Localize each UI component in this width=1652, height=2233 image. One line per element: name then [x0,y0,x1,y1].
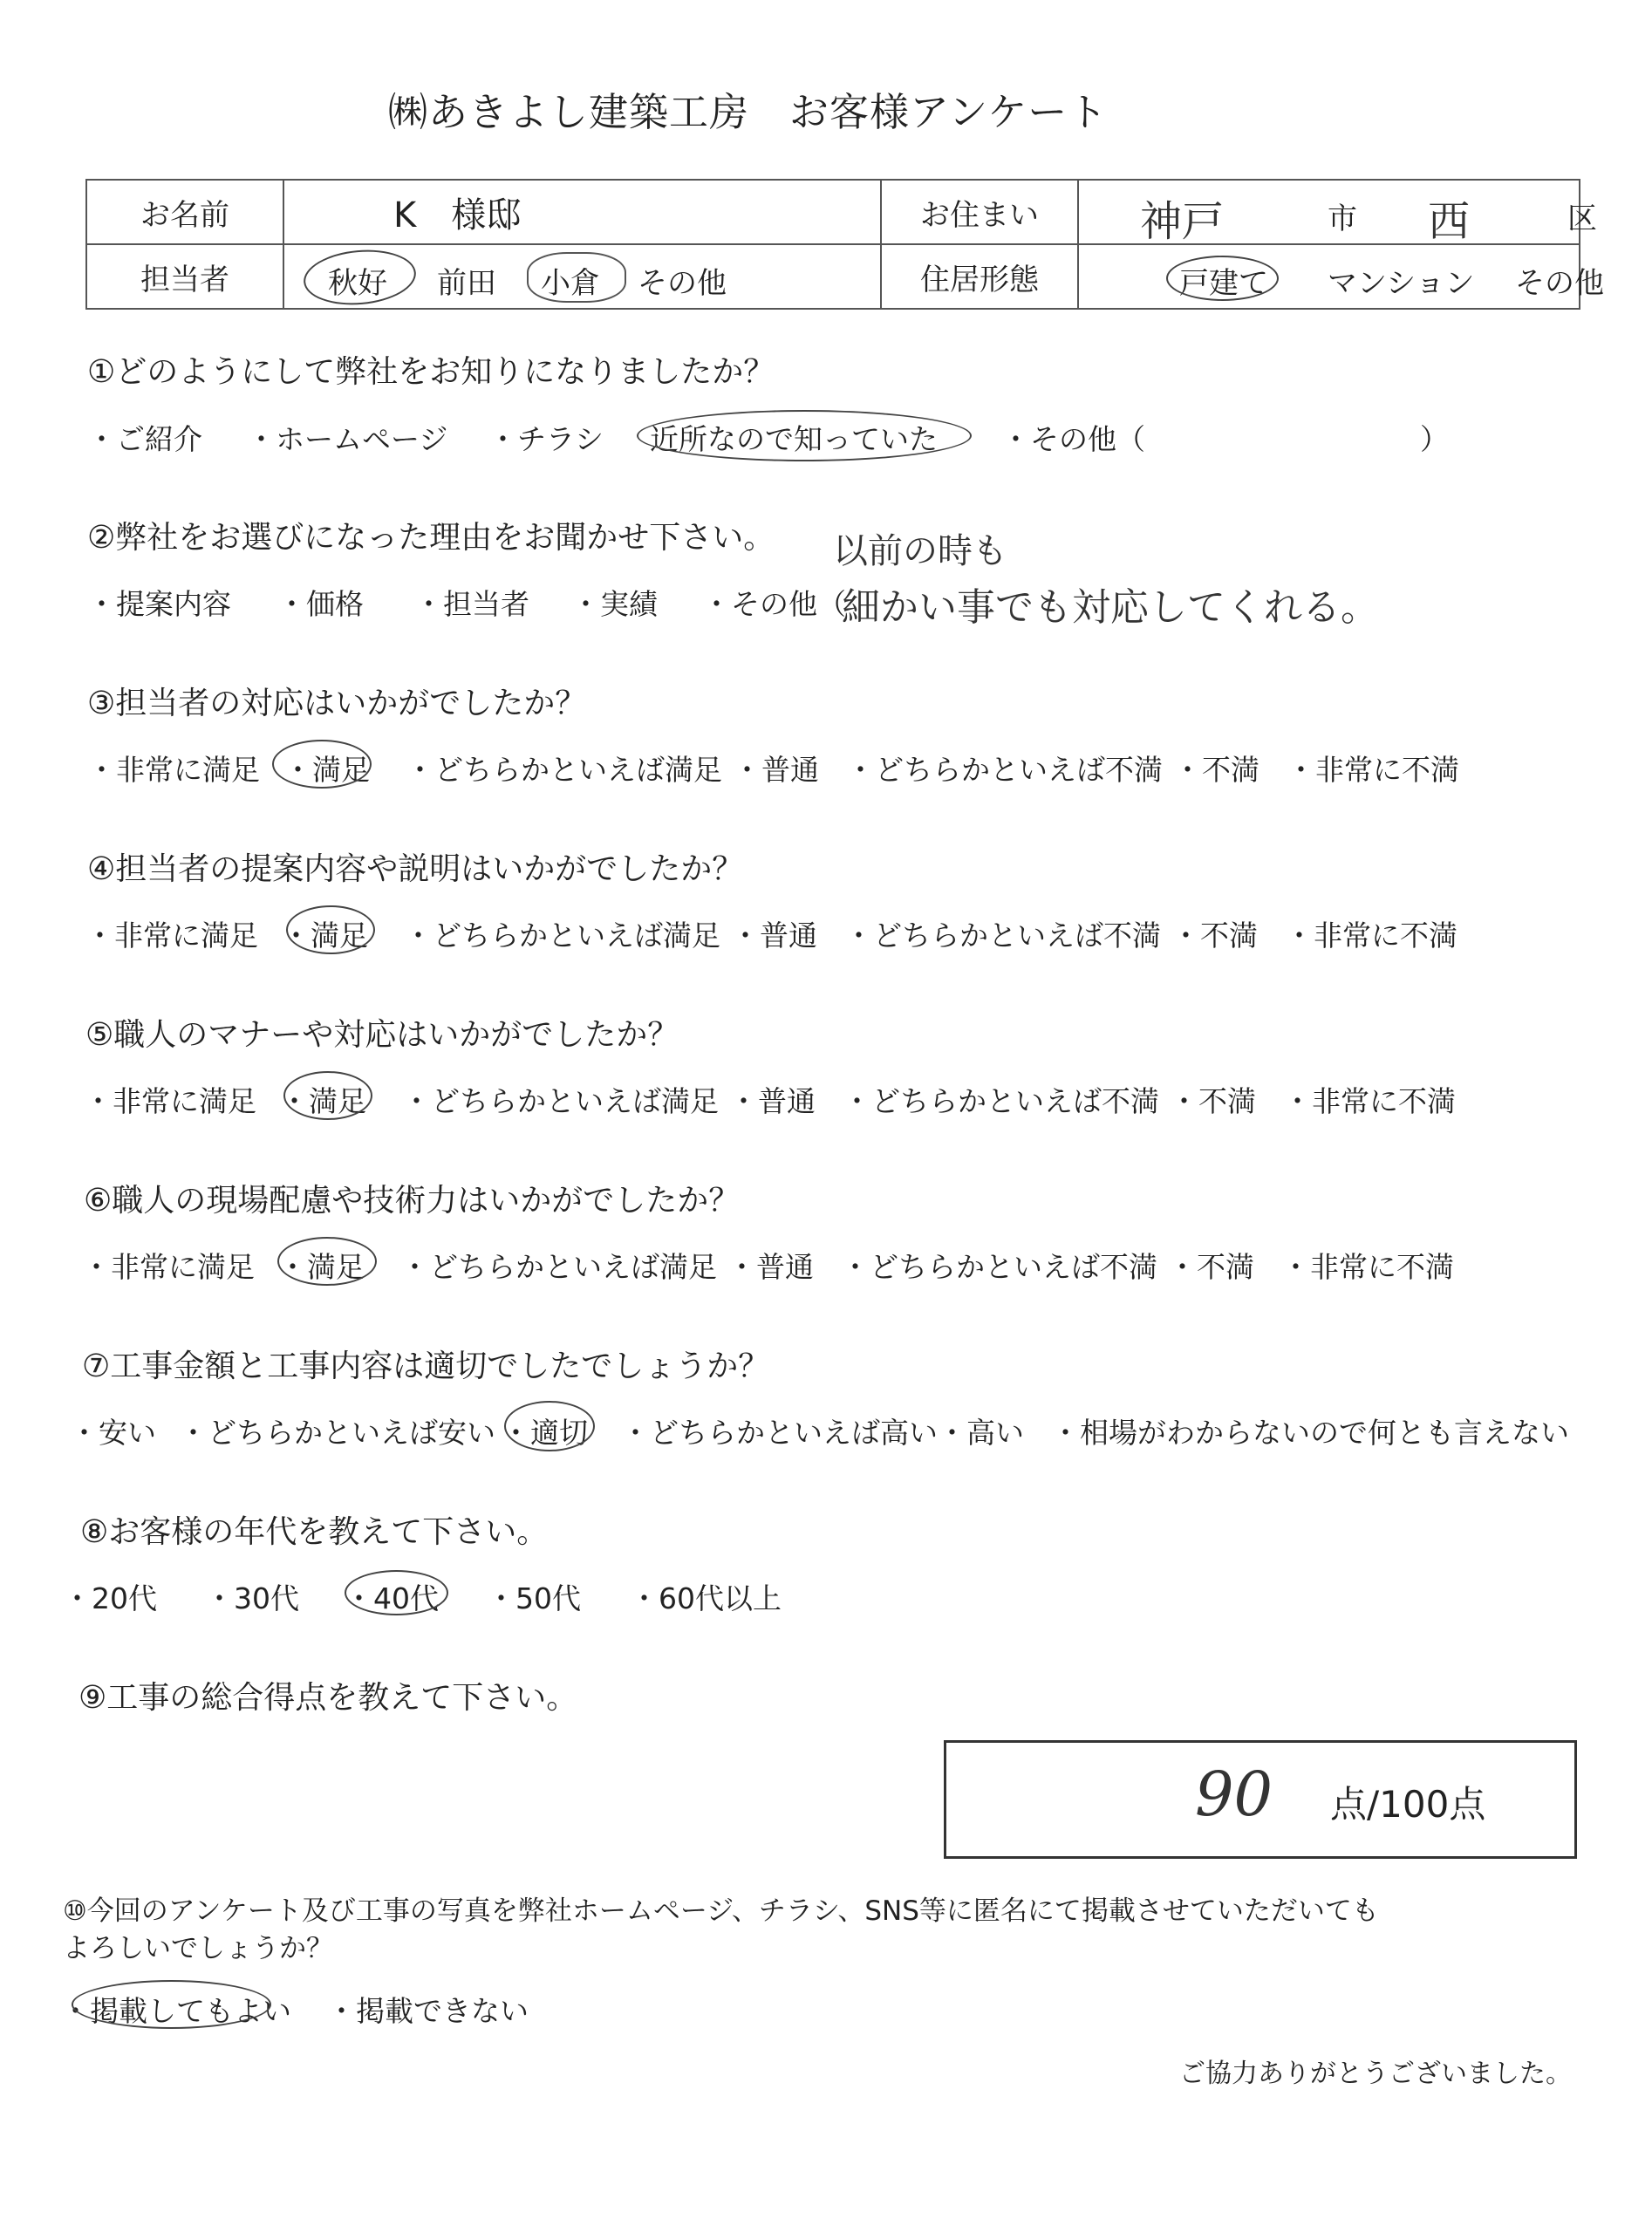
q5-option: ・満足 [280,1084,366,1118]
q7-text: ⑦工事金額と工事内容は適切でしたでしょうか？ [82,1349,770,1384]
q8-option: ・40代 [345,1581,439,1615]
q3-option: ・非常に満足 [87,753,260,787]
q6-option: ・普通 [727,1250,814,1284]
q10-option: ・掲載できない [327,1994,529,2028]
q3-option: ・非常に不満 [1287,753,1459,787]
q10-text-line2: よろしいでしょうか？ [63,1933,333,1964]
q5-option: ・普通 [729,1084,816,1118]
q2-option: ・その他（ [702,587,846,621]
q2-handwritten-line1: 以前の時も [833,531,1007,571]
q4-option: ・どちらかといえば不満 [844,918,1161,953]
q4-option: ・不満 [1171,918,1258,953]
q2-option: ・実績 [571,587,658,621]
selection-circle [1166,256,1279,301]
customer-info-table [85,179,1604,310]
q6-option: ・不満 [1168,1250,1254,1284]
selection-circle [302,245,419,309]
score-suffix: 点/100点 [1330,1783,1486,1826]
housing-option-mansion: マンション [1328,266,1475,301]
q3-option: ・どちらかといえば満足 [406,753,722,787]
staff-option-akiyoshi: 秋好 [328,266,387,301]
q7-option: ・高い [938,1416,1024,1450]
q5-option: ・どちらかといえば満足 [402,1084,719,1118]
score-value: 90 [1195,1758,1273,1830]
q8-option: ・30代 [205,1581,299,1615]
q2-option: ・担当者 [414,587,529,621]
q6-text: ⑥職人の現場配慮や技術力はいかがでしたか？ [84,1183,741,1219]
q6-option: ・満足 [278,1250,365,1284]
q7-option: ・適切 [502,1416,588,1450]
q4-text: ④担当者の提案内容や説明はいかがでしたか？ [87,851,744,887]
name-value: K 様邸 [283,180,881,244]
q10-text-line1: ⑩今回のアンケート及び工事の写真を弊社ホームページ、チラシ、SNS等に匿名にて掲載させていただいても [63,1895,1379,1927]
address-city-unit: 市 [1328,201,1357,236]
q4-option: ・満足 [282,918,368,953]
q8-text: ⑧お客様の年代を教えて下さい。 [80,1514,549,1550]
q5-option: ・不満 [1170,1084,1256,1118]
name-label: お名前 [86,180,283,244]
q6-option: ・どちらかといえば不満 [841,1250,1157,1284]
staff-options-cell [283,244,881,309]
q5-option: ・非常に不満 [1283,1084,1456,1118]
q2-text: ②弊社をお選びになった理由をお聞かせ下さい。 [87,520,775,556]
q8-option: ・20代 [63,1581,157,1615]
q3-option: ・不満 [1173,753,1259,787]
q5-option: ・非常に満足 [84,1084,256,1118]
q7-option: ・安い [70,1416,156,1450]
q3-option: ・普通 [733,753,819,787]
q4-option: ・非常に不満 [1285,918,1457,953]
staff-option-maeda: 前田 [437,266,496,301]
selection-circle [637,410,972,461]
q1-option: ・その他（ [1001,422,1145,456]
selection-circle [283,1071,372,1120]
q7-option: ・相場がわからないので何とも言えない [1051,1416,1569,1450]
q5-option: ・どちらかといえば不満 [843,1084,1159,1118]
thanks-message: ご協力ありがとうございました。 [1179,2059,1572,2089]
q10-option: ・掲載してもよい [61,1994,291,2028]
q1-option: ） [1420,422,1449,456]
q3-text: ③担当者の対応はいかがでしたか？ [87,686,587,721]
q4-option: ・どちらかといえば満足 [404,918,720,953]
page-title: ㈱あきよし建築工房 お客様アンケート [388,89,1109,135]
address-ward: 西 [1428,197,1471,246]
address-cell [1078,180,1597,246]
housing-option-house: 戸建て [1179,266,1268,301]
housing-option-other: その他 [1515,266,1604,301]
ogura-mark [527,252,626,303]
q3-option: ・満足 [283,753,370,787]
q2-handwritten-line2: 細かい事でも対応してくれる。 [842,585,1379,630]
q4-option: ・普通 [731,918,817,953]
q6-option: ・どちらかといえば満足 [400,1250,717,1284]
housing-label: 住居形態 [881,244,1078,309]
selection-circle [277,1237,377,1286]
staff-option-other: その他 [638,266,727,301]
selection-circle [504,1401,595,1451]
q6-option: ・非常に不満 [1281,1250,1454,1284]
q5-text: ⑤職人のマナーや対応はいかがでしたか？ [85,1017,679,1053]
staff-label: 担当者 [86,244,283,309]
q1-option: 近所なので知っていた [650,422,938,456]
housing-options-cell [1078,244,1604,309]
q6-option: ・非常に満足 [82,1250,255,1284]
q7-option: ・どちらかといえば高い [621,1416,938,1450]
q4-option: ・非常に満足 [85,918,258,953]
selection-circle [72,1980,271,2029]
q2-option: ・提案内容 [87,587,231,621]
selection-circle [272,740,372,789]
q1-option: ・ご紹介 [87,422,202,456]
q1-option: ・ホームページ [247,422,448,456]
selection-circle [286,905,375,954]
q8-option: ・50代 [487,1581,581,1615]
q3-option: ・どちらかといえば不満 [846,753,1163,787]
q9-text: ⑨工事の総合得点を教えて下さい。 [79,1680,578,1716]
score-box [944,1740,1577,1859]
staff-option-ogura: 小倉 [541,266,600,301]
q1-option: ・チラシ [488,422,604,456]
q7-option: ・どちらかといえば安い [179,1416,495,1450]
selection-circle [345,1570,448,1615]
address-city: 神戸 [1140,197,1225,246]
q2-option: ・価格 [277,587,364,621]
q8-option: ・60代以上 [630,1581,782,1615]
address-label: お住まい [881,180,1078,244]
address-ward-unit: 区 [1567,201,1597,236]
q1-text: ①どのようにして弊社をお知りになりましたか？ [87,354,775,390]
